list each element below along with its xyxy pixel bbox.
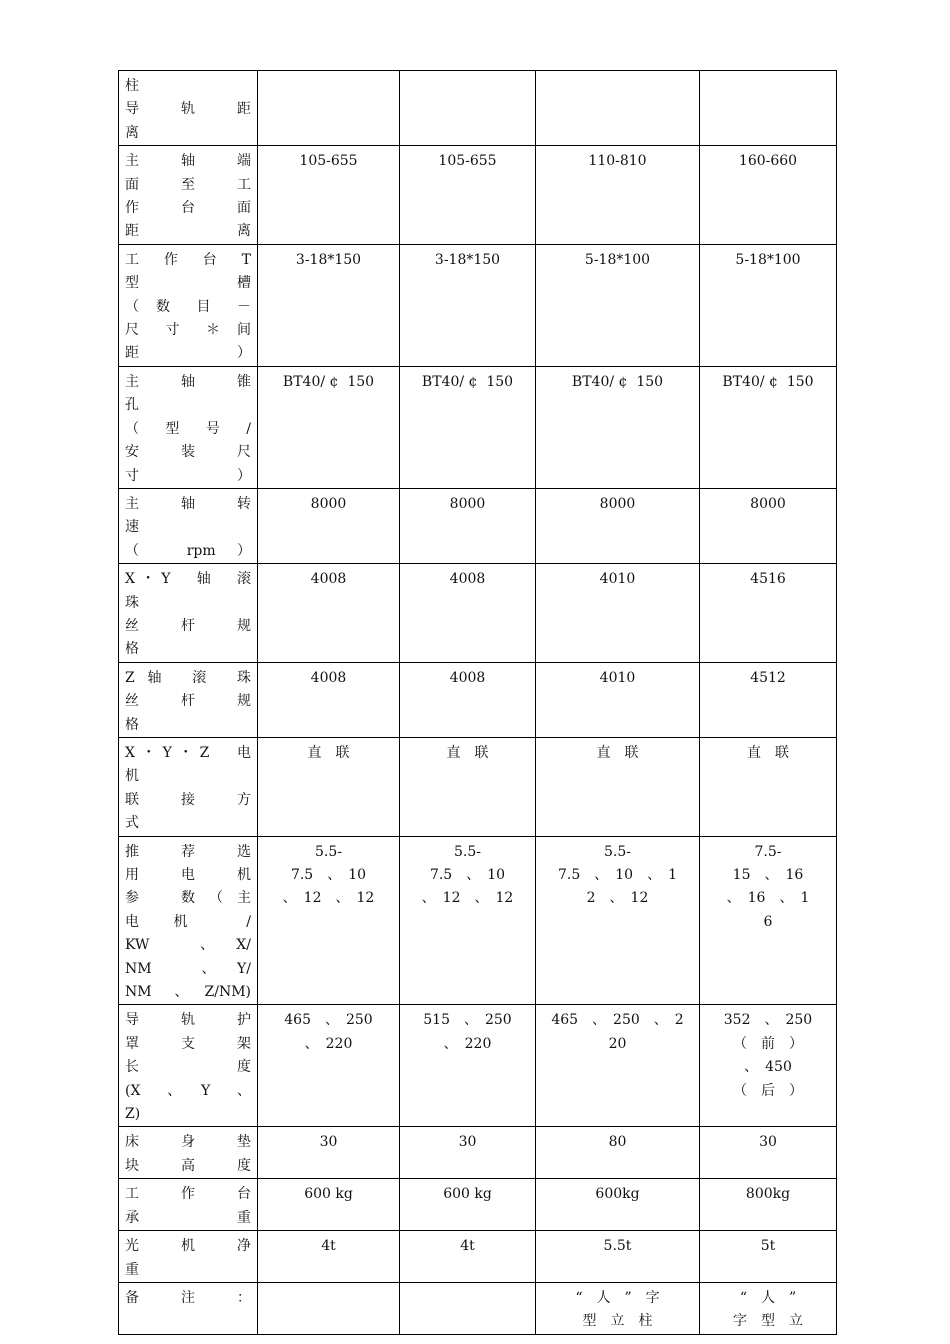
value-cell xyxy=(536,1231,700,1283)
row-label-line: NM 、 Z/NM) xyxy=(125,984,251,1001)
table-row xyxy=(119,366,837,488)
row-label-line: Z 轴 滚 珠 xyxy=(125,669,251,686)
value-cell xyxy=(536,146,700,245)
value-cell xyxy=(700,244,837,366)
row-label-cell xyxy=(119,737,258,836)
value-cell xyxy=(400,488,536,563)
value-cell xyxy=(536,488,700,563)
row-label-line: （ rpm ） xyxy=(125,542,251,559)
value-line: 4008 xyxy=(449,571,486,588)
value-cell xyxy=(536,366,700,488)
value-line: 4512 xyxy=(750,669,786,686)
value-line: 7.5 、 10 xyxy=(290,867,367,883)
value-cell xyxy=(700,836,837,1005)
row-label-line: （ 型 号 / xyxy=(125,420,251,437)
value-line: 110-810 xyxy=(588,153,647,170)
row-label-line: 导 轨 距 xyxy=(125,101,251,118)
value-line: 5-18*100 xyxy=(584,251,651,268)
row-label-cell xyxy=(119,244,258,366)
value-cell xyxy=(536,662,700,737)
row-label-line: 重 xyxy=(125,1261,139,1278)
value-line: 2 、 12 xyxy=(586,890,649,907)
value-line: 、 220 xyxy=(304,1035,353,1052)
row-label-line: 主 轴 端 xyxy=(125,153,251,170)
value-line: 、 12 、 12 xyxy=(421,890,514,907)
value-cell xyxy=(400,836,536,1005)
row-label-line: 安 装 尺 xyxy=(125,444,251,461)
value-cell xyxy=(700,366,837,488)
value-line: 4516 xyxy=(750,571,786,588)
table-row xyxy=(119,146,837,245)
value-line: 3-18*150 xyxy=(434,251,501,268)
row-label-cell xyxy=(119,146,258,245)
row-label-line: 格 xyxy=(125,716,139,733)
row-label-cell xyxy=(119,1179,258,1231)
value-cell xyxy=(258,1282,400,1334)
value-cell xyxy=(400,366,536,488)
value-cell xyxy=(700,488,837,563)
value-line: 、 220 xyxy=(443,1035,492,1052)
value-line: 105-655 xyxy=(438,153,497,170)
row-label-line: 块 高 度 xyxy=(125,1157,251,1174)
value-line: 15 、 16 xyxy=(732,867,804,883)
value-line: （ 前 ） xyxy=(733,1035,803,1052)
value-line: 30 xyxy=(458,1134,477,1151)
row-label-cell xyxy=(119,488,258,563)
value-cell xyxy=(700,146,837,245)
value-line: 8000 xyxy=(750,495,786,512)
value-cell xyxy=(400,1005,536,1127)
value-line: 7.5 、 10 、 1 xyxy=(558,867,677,883)
row-label-line: 离 xyxy=(125,124,139,141)
value-line: 7.5- xyxy=(754,843,782,860)
value-line: 465 、 250 、 2 xyxy=(551,1012,684,1029)
value-line: 直 联 xyxy=(747,744,789,761)
spec-table-body xyxy=(119,71,837,1335)
row-label-cell xyxy=(119,836,258,1005)
value-line: 3-18*150 xyxy=(295,251,362,268)
value-cell xyxy=(700,564,837,663)
value-line: 8000 xyxy=(449,495,486,512)
value-cell xyxy=(700,737,837,836)
value-cell xyxy=(536,1127,700,1179)
value-cell xyxy=(536,737,700,836)
row-label-line: 作 台 面 xyxy=(125,200,251,217)
row-label-line: 联 接 方 xyxy=(125,791,251,808)
value-cell xyxy=(400,1231,536,1283)
row-label-line: X・Y 轴 滚 xyxy=(125,571,251,588)
value-cell xyxy=(258,836,400,1005)
value-line: 515 、 250 xyxy=(423,1012,512,1029)
value-cell xyxy=(400,737,536,836)
value-cell xyxy=(258,1005,400,1127)
row-label-line: 柱 xyxy=(125,78,139,94)
value-cell xyxy=(258,737,400,836)
value-cell xyxy=(258,1179,400,1231)
row-label-line: NM 、 Y/ xyxy=(125,960,251,977)
value-line: 4t xyxy=(321,1238,336,1255)
table-row xyxy=(119,1179,837,1231)
row-label-line: 推 荐 选 xyxy=(125,843,251,860)
table-row xyxy=(119,488,837,563)
value-cell xyxy=(258,1127,400,1179)
row-label-line: 主 轴 锥 xyxy=(125,373,251,390)
row-label-line: 机 xyxy=(125,768,139,785)
value-line: 8000 xyxy=(599,495,636,512)
row-label-line: 罩 支 架 xyxy=(125,1035,251,1052)
value-line: 20 xyxy=(608,1035,627,1052)
row-label-line: 丝 杆 规 xyxy=(125,693,251,710)
row-label-line: 型 槽 xyxy=(125,275,251,292)
row-label-line: KW 、 X/ xyxy=(125,937,251,954)
value-cell xyxy=(400,71,536,146)
value-line: 4008 xyxy=(449,669,486,686)
value-cell xyxy=(258,366,400,488)
value-cell xyxy=(700,71,837,146)
value-cell xyxy=(400,1282,536,1334)
value-line: 5.5- xyxy=(604,843,631,860)
row-label-line: （ 数 目 － xyxy=(125,298,251,315)
row-label-line: 电 机 / xyxy=(125,913,251,930)
row-label-line: 长 度 xyxy=(125,1059,251,1076)
value-line: 600 kg xyxy=(304,1186,353,1203)
value-cell xyxy=(536,836,700,1005)
row-label-line: 寸 ） xyxy=(125,467,251,484)
row-label-cell xyxy=(119,1005,258,1127)
value-cell xyxy=(536,244,700,366)
value-line: 5t xyxy=(760,1238,776,1255)
row-label-line: Z) xyxy=(125,1106,141,1123)
value-line: 直 联 xyxy=(446,744,489,761)
row-label-line: 距 离 xyxy=(125,223,251,240)
value-line: 4008 xyxy=(310,669,347,686)
value-line: 4t xyxy=(460,1238,475,1255)
value-line: 5.5- xyxy=(315,843,342,860)
value-line: 字 型 立 xyxy=(733,1313,803,1330)
value-cell xyxy=(700,662,837,737)
row-label-line: 式 xyxy=(125,815,139,832)
value-line: 8000 xyxy=(310,495,347,512)
spec-table xyxy=(118,70,837,1335)
row-label-cell xyxy=(119,1282,258,1334)
row-label-line: 光 机 净 xyxy=(125,1238,251,1255)
value-line: BT40/ ¢ 150 xyxy=(571,373,664,390)
row-label-line: 备 注 ： xyxy=(125,1289,251,1306)
table-row xyxy=(119,71,837,146)
value-line: 352 、 250 xyxy=(723,1012,813,1029)
value-line: 30 xyxy=(319,1134,338,1151)
row-label-cell xyxy=(119,1231,258,1283)
value-line: 600 kg xyxy=(443,1186,492,1203)
value-line: （ 后 ） xyxy=(733,1082,803,1099)
row-label-cell xyxy=(119,662,258,737)
value-line: BT40/ ¢ 150 xyxy=(421,373,514,390)
value-line: 、 16 、 1 xyxy=(726,890,810,907)
table-row xyxy=(119,1127,837,1179)
table-row xyxy=(119,1005,837,1127)
value-cell xyxy=(258,1231,400,1283)
value-line: 160-660 xyxy=(738,153,798,170)
row-label-line: 珠 xyxy=(125,594,139,611)
row-label-line: 工 作 台 T xyxy=(125,251,251,268)
value-line: 4008 xyxy=(310,571,347,588)
value-line: 5-18*100 xyxy=(735,251,801,268)
value-line: 、 450 xyxy=(744,1059,792,1076)
value-cell xyxy=(536,1179,700,1231)
row-label-line: 孔 xyxy=(125,397,139,414)
value-line: 直 联 xyxy=(596,744,639,761)
value-cell xyxy=(400,146,536,245)
row-label-line: 距 ） xyxy=(125,345,251,362)
value-cell xyxy=(700,1179,837,1231)
value-cell xyxy=(400,244,536,366)
table-row xyxy=(119,1282,837,1334)
table-row xyxy=(119,244,837,366)
value-line: 7.5 、 10 xyxy=(429,867,506,883)
row-label-line: 参 数（主 xyxy=(125,890,251,907)
value-line: “ 人 ” xyxy=(739,1289,797,1306)
row-label-line: 导 轨 护 xyxy=(125,1012,251,1029)
table-row xyxy=(119,836,837,1005)
row-label-line: 格 xyxy=(125,641,139,658)
table-row xyxy=(119,662,837,737)
value-line: 、 12 、 12 xyxy=(282,890,375,907)
row-label-line: X・Y・Z 电 xyxy=(125,744,251,761)
value-line: 105-655 xyxy=(299,153,358,170)
row-label-cell xyxy=(119,71,258,146)
value-line: 600kg xyxy=(595,1186,640,1203)
value-line: 4010 xyxy=(599,669,636,686)
table-row xyxy=(119,737,837,836)
value-line: 5.5- xyxy=(454,843,481,860)
value-cell xyxy=(700,1282,837,1334)
value-cell xyxy=(258,662,400,737)
value-line: 465 、 250 xyxy=(284,1012,373,1029)
row-label-cell xyxy=(119,564,258,663)
value-line: BT40/ ¢ 150 xyxy=(282,373,375,390)
value-cell xyxy=(400,564,536,663)
value-cell xyxy=(536,1005,700,1127)
value-cell xyxy=(400,1179,536,1231)
value-cell xyxy=(258,564,400,663)
row-label-cell xyxy=(119,366,258,488)
value-cell xyxy=(536,1282,700,1334)
value-cell xyxy=(536,71,700,146)
row-label-cell xyxy=(119,1127,258,1179)
value-cell xyxy=(700,1127,837,1179)
value-line: BT40/ ¢ 150 xyxy=(722,373,814,390)
row-label-line: 面 至 工 xyxy=(125,176,251,193)
value-line: “ 人 ” 字 xyxy=(575,1289,660,1306)
row-label-line: 尺 寸 ＊ 间 xyxy=(125,322,251,339)
value-line: 5.5t xyxy=(603,1238,632,1255)
value-line: 80 xyxy=(608,1134,627,1151)
row-label-line: 承 重 xyxy=(125,1209,251,1226)
table-row xyxy=(119,564,837,663)
row-label-line: 速 xyxy=(125,519,139,536)
value-cell xyxy=(258,146,400,245)
value-cell xyxy=(400,662,536,737)
value-cell xyxy=(258,488,400,563)
value-line: 型 立 柱 xyxy=(582,1313,653,1330)
value-cell xyxy=(258,71,400,146)
value-line: 800kg xyxy=(745,1186,791,1203)
value-cell xyxy=(700,1231,837,1283)
value-line: 直 联 xyxy=(307,744,350,761)
value-cell xyxy=(400,1127,536,1179)
value-cell xyxy=(536,564,700,663)
row-label-line: 床 身 垫 xyxy=(125,1134,251,1151)
row-label-line: 丝 杆 规 xyxy=(125,617,251,634)
value-cell xyxy=(700,1005,837,1127)
row-label-line: 用 电 机 xyxy=(125,867,251,883)
value-line: 30 xyxy=(759,1134,777,1151)
value-line: 6 xyxy=(763,913,773,930)
row-label-line: 工 作 台 xyxy=(125,1186,251,1203)
row-label-line: 主 轴 转 xyxy=(125,495,251,512)
value-line: 4010 xyxy=(599,571,636,588)
table-row xyxy=(119,1231,837,1283)
row-label-line: (X 、 Y 、 xyxy=(125,1082,251,1099)
value-cell xyxy=(258,244,400,366)
